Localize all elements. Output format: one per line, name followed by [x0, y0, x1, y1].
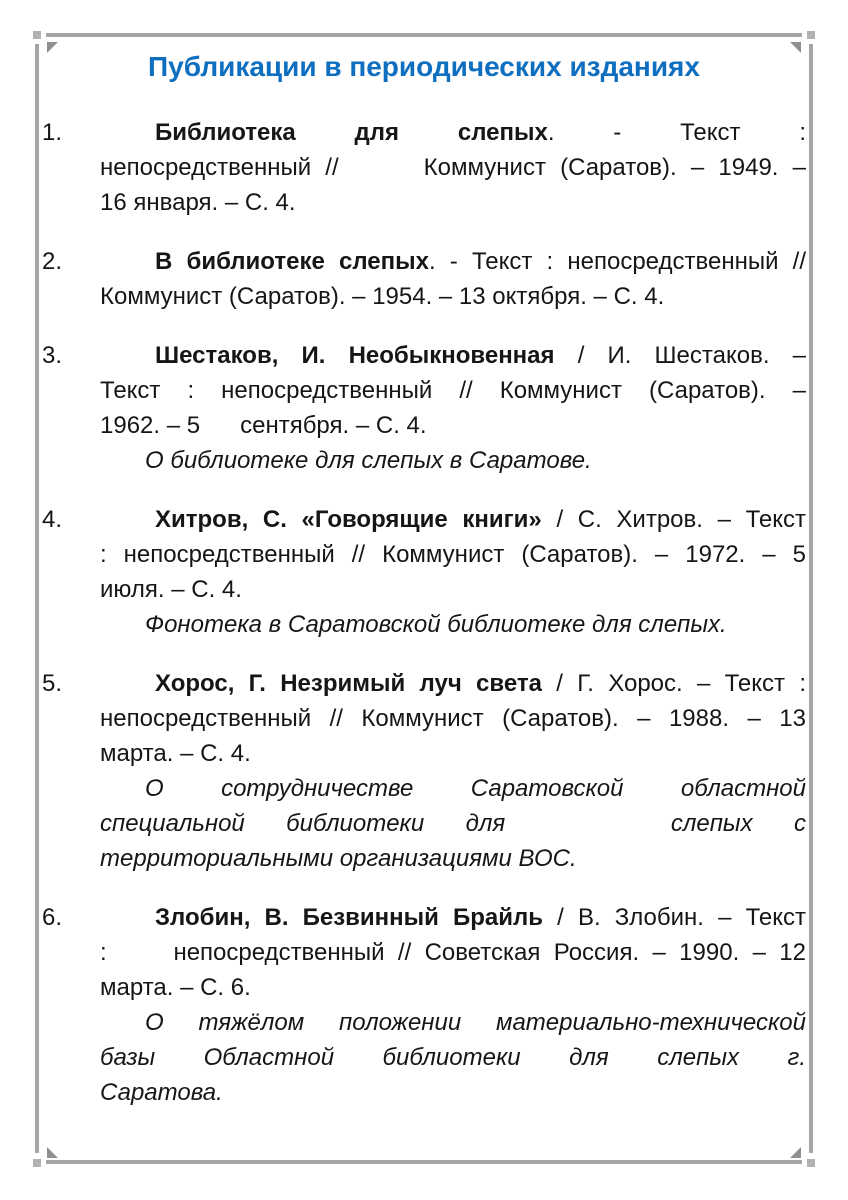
- entry-line: [100, 900, 806, 935]
- entry-text: [100, 244, 806, 314]
- border-corner-square-icon: [33, 1159, 41, 1167]
- entry-number: 6.: [42, 904, 63, 931]
- bibliography-entry: [42, 502, 806, 642]
- border-corner-triangle-icon: [790, 1147, 801, 1158]
- entry-detail-text: : непосредственный // Советская Россия. – 1990. – 12: [100, 939, 806, 966]
- entry-heading-text: Библиотека для слепых: [155, 119, 548, 146]
- border-corner-triangle-icon: [47, 1147, 58, 1158]
- bibliography-entry: [42, 115, 806, 220]
- entry-annotation-line: [100, 771, 806, 806]
- entry-annotation-line: [100, 1040, 806, 1075]
- entry-annotation-line: [100, 841, 806, 876]
- entry-detail-text: марта. – С. 6.: [100, 974, 251, 1001]
- entry-detail-text: / В. Злобин. – Текст: [543, 904, 806, 931]
- entry-detail-text: 1962. – 5 сентября. – С. 4.: [100, 412, 427, 439]
- entry-number: 4.: [42, 506, 63, 533]
- entry-heading-text: Злобин, В. Безвинный Брайль: [155, 904, 544, 931]
- entry-detail-text: 16 января. – С. 4.: [100, 189, 296, 216]
- entry-detail-text: / Г. Хорос. – Текст :: [541, 670, 806, 697]
- entry-line: [100, 970, 806, 1005]
- entry-line: [100, 185, 806, 220]
- entry-line: [100, 408, 806, 443]
- entry-text: [100, 666, 806, 876]
- entry-detail-text: О тяжёлом положении материально-технической: [145, 1009, 806, 1036]
- entry-annotation-line: [100, 1075, 806, 1110]
- entry-detail-text: . - Текст :: [547, 119, 806, 146]
- entry-line: [100, 150, 806, 185]
- bibliography-entry: [42, 244, 806, 314]
- entry-detail-text: : непосредственный // Коммунист (Саратов). – 1972. – 5: [100, 541, 806, 568]
- page-border-left: [35, 44, 39, 1153]
- entry-text: [100, 900, 806, 1110]
- entry-heading-text: Хорос, Г. Незримый луч света: [155, 670, 542, 697]
- entry-detail-text: / С. Хитров. – Текст: [541, 506, 807, 533]
- entry-heading-text: Хитров, С. «Говорящие книги»: [155, 506, 542, 533]
- entry-detail-text: непосредственный // Коммунист (Саратов). – 1949. –: [100, 154, 806, 181]
- border-corner-square-icon: [33, 31, 41, 39]
- entry-detail-text: июля. – С. 4.: [100, 576, 242, 603]
- bibliography-entry: [42, 900, 806, 1110]
- bibliography-list: [42, 115, 806, 1110]
- entry-line: [100, 279, 806, 314]
- entry-heading-text: Шестаков, И. Необыкновенная: [155, 342, 555, 369]
- entry-text: [100, 115, 806, 220]
- entry-number: 2.: [42, 248, 63, 275]
- entry-number: 5.: [42, 670, 63, 697]
- entry-text: [100, 338, 806, 478]
- entry-number: 1.: [42, 119, 63, 146]
- border-corner-square-icon: [807, 1159, 815, 1167]
- entry-detail-text: . - Текст : непосредственный //: [428, 248, 806, 275]
- entry-detail-text: непосредственный // Коммунист (Саратов). – 1988. – 13: [100, 705, 806, 732]
- entry-line: [100, 373, 806, 408]
- entry-detail-text: О сотрудничестве Саратовской областной: [145, 775, 806, 802]
- entry-detail-text: Фонотека в Саратовской библиотеке для слепых.: [145, 611, 727, 638]
- entry-detail-text: Текст : непосредственный // Коммунист (Саратов). –: [100, 377, 806, 404]
- entry-detail-text: / И. Шестаков. –: [554, 342, 806, 369]
- page-title: Публикации в периодических изданиях: [148, 51, 700, 82]
- entry-detail-text: территориальными организациями ВОС.: [100, 845, 577, 872]
- entry-detail-text: базы Областной библиотеки для слепых г.: [100, 1044, 806, 1071]
- entry-line: [100, 244, 806, 279]
- entry-line: [100, 338, 806, 373]
- entry-annotation-line: [100, 607, 806, 642]
- entry-line: [100, 736, 806, 771]
- page-border-bottom: [46, 1160, 802, 1164]
- entry-line: [100, 115, 806, 150]
- entry-line: [100, 701, 806, 736]
- entry-detail-text: О библиотеке для слепых в Саратове.: [145, 447, 592, 474]
- entry-number: 3.: [42, 342, 63, 369]
- entry-annotation-line: [100, 443, 806, 478]
- entry-heading-text: В библиотеке слепых: [155, 248, 429, 275]
- page-border-top: [46, 33, 802, 37]
- bibliography-entry: [42, 666, 806, 876]
- page-content: [42, 49, 806, 1134]
- entry-detail-text: Коммунист (Саратов). – 1954. – 13 октября. – С. 4.: [100, 283, 665, 310]
- entry-annotation-line: [100, 1005, 806, 1040]
- entry-annotation-line: [100, 806, 806, 841]
- bibliography-entry: [42, 338, 806, 478]
- entry-line: [100, 572, 806, 607]
- entry-line: [100, 537, 806, 572]
- entry-line: [100, 666, 806, 701]
- entry-detail-text: марта. – С. 4.: [100, 740, 251, 767]
- entry-line: [100, 935, 806, 970]
- entry-text: [100, 502, 806, 642]
- border-corner-square-icon: [807, 31, 815, 39]
- entry-line: [100, 502, 806, 537]
- page-border-right: [809, 44, 813, 1153]
- entry-detail-text: Саратова.: [100, 1079, 223, 1106]
- entry-detail-text: специальной библиотеки для слепых с: [100, 810, 806, 837]
